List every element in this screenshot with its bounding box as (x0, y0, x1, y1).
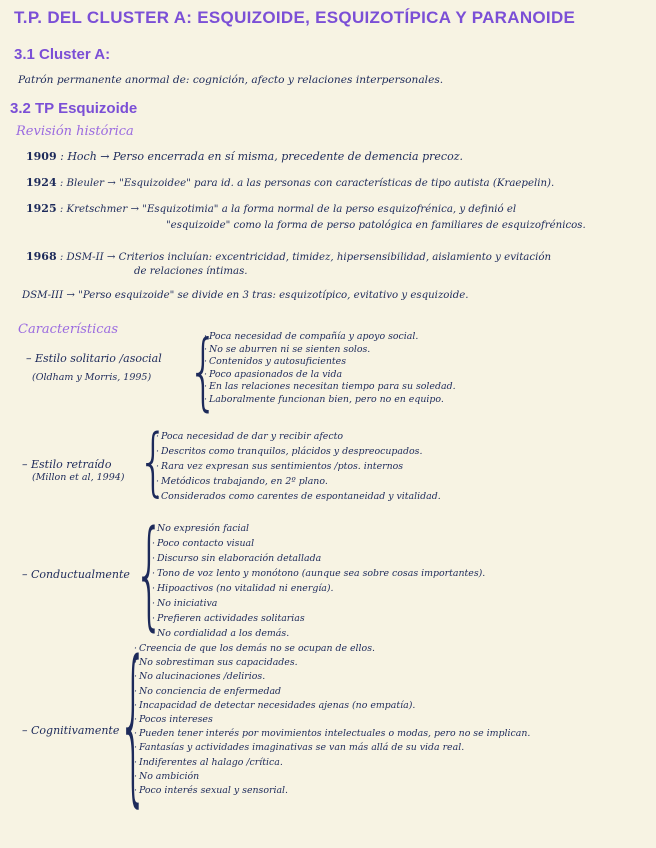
list-item: · Poca necesidad de dar y recibir afecto (156, 429, 441, 444)
brace-icon: { (188, 323, 219, 421)
page-title: T.P. DEL CLUSTER A: ESQUIZOIDE, ESQUIZOTÍPICA Y PARANOIDE (14, 8, 576, 27)
list-item: · No expresión facial (152, 521, 485, 536)
list-item: · Creencia de que los demás no se ocupan de ellos. (134, 642, 530, 656)
arrow-icon: → (66, 290, 75, 301)
group-source-retraido: (Millon et al, 1994) (32, 472, 125, 483)
list-item: · Prefieren actividades solitarias (152, 611, 485, 626)
group-source-solitario: (Oldham y Morris, 1995) (32, 372, 152, 383)
list-item: · Incapacidad de detectar necesidades ajenas (no empatía). (134, 699, 530, 713)
group-items-solitario (204, 331, 456, 407)
list-item: · Discurso sin elaboración detallada (152, 551, 485, 566)
history-row: 1924 : Bleuler → "Esquizoidee" para id. a las personas con características de tipo autista (Kraepelin). (26, 176, 555, 189)
history-row: DSM-III → "Perso esquizoide" se divide en 3 tras: esquizotípico, evitativo y esquizoide. (22, 290, 469, 301)
group-label-retraido: – Estilo retraído (22, 458, 112, 471)
list-item: · Poca necesidad de compañía y apoyo social. (204, 331, 456, 344)
list-item: · Poco apasionados de la vida (204, 369, 456, 382)
group-label-conductualmente: – Conductualmente (22, 568, 130, 581)
group-items-conductualmente (152, 521, 485, 641)
list-item: · No cordialidad a los demás. (152, 626, 485, 641)
list-item: · No conciencia de enfermedad (134, 685, 530, 699)
list-item: · No alucinaciones /delirios. (134, 670, 530, 684)
list-item: · Considerados como carentes de espontaneidad y vitalidad. (156, 489, 441, 504)
history-row: 1925 : Kretschmer → "Esquizotimia" a la forma normal de la perso esquizofrénica, y definió el (26, 202, 517, 215)
list-item: · Tono de voz lento y monótono (aunque sea sobre cosas importantes). (152, 566, 485, 581)
list-item: · Descritos como tranquilos, plácidos y despreocupados. (156, 444, 441, 459)
list-item: · Pocos intereses (134, 713, 530, 727)
group-label-cognitivamente: – Cognitivamente (22, 724, 120, 737)
list-item: · Indiferentes al halago /crítica. (134, 756, 530, 770)
list-item: · Metódicos trabajando, en 2º plano. (156, 474, 441, 489)
group-items-cognitivamente (134, 642, 530, 798)
list-item: · Poco interés sexual y sensorial. (134, 784, 530, 798)
cluster-a-description: Patrón permanente anormal de: cognición, afecto y relaciones interpersonales. (18, 74, 444, 86)
list-item: · Hipoactivos (no vitalidad ni energía). (152, 581, 485, 596)
list-item: · Poco contacto visual (152, 536, 485, 551)
group-label-solitario: – Estilo solitario /asocial (26, 352, 162, 365)
arrow-icon: → (130, 204, 140, 215)
list-item: · Rara vez expresan sus sentimientos /ptos. internos (156, 459, 441, 474)
arrow-icon: → (107, 178, 116, 189)
list-item: · Fantasías y actividades imaginativas se van más allá de su vida real. (134, 741, 530, 755)
arrow-icon: → (100, 150, 110, 163)
history-heading: Revisión histórica (16, 124, 134, 139)
history-row: 1968 : DSM-II → Criterios incluían: excentricidad, timidez, hipersensibilidad, aislamiento y evitación (26, 250, 552, 263)
list-item: · No ambición (134, 770, 530, 784)
characteristics-heading: Características (18, 322, 118, 337)
history-row: 1909 : Hoch → Perso encerrada en sí misma, precedente de demencia precoz. (26, 150, 464, 163)
list-item: · No sobrestiman sus capacidades. (134, 656, 530, 670)
brace-icon: { (118, 625, 149, 825)
arrow-icon: → (106, 252, 116, 263)
history-row-continuation: "esquizoide" como la forma de perso patológica en familiares de esquizofrénicos. (166, 220, 586, 231)
section-heading-tp-esquizoide: 3.2 TP Esquizoide (10, 100, 138, 117)
list-item: · No se aburren ni se sienten solos. (204, 344, 456, 357)
list-item: · Laboralmente funcionan bien, pero no en equipo. (204, 394, 456, 407)
list-item: · En las relaciones necesitan tiempo para su soledad. (204, 381, 456, 394)
list-item: · Pueden tener interés por movimientos intelectuales o modas, pero no se implican. (134, 727, 530, 741)
list-item: · Contenidos y autosuficientes (204, 356, 456, 369)
list-item: · No iniciativa (152, 596, 485, 611)
history-row-continuation: de relaciones íntimas. (134, 266, 248, 277)
brace-icon: { (134, 506, 165, 644)
section-heading-cluster-a: 3.1 Cluster A: (14, 46, 111, 63)
group-items-retraido (156, 429, 441, 504)
brace-icon: { (138, 418, 169, 506)
